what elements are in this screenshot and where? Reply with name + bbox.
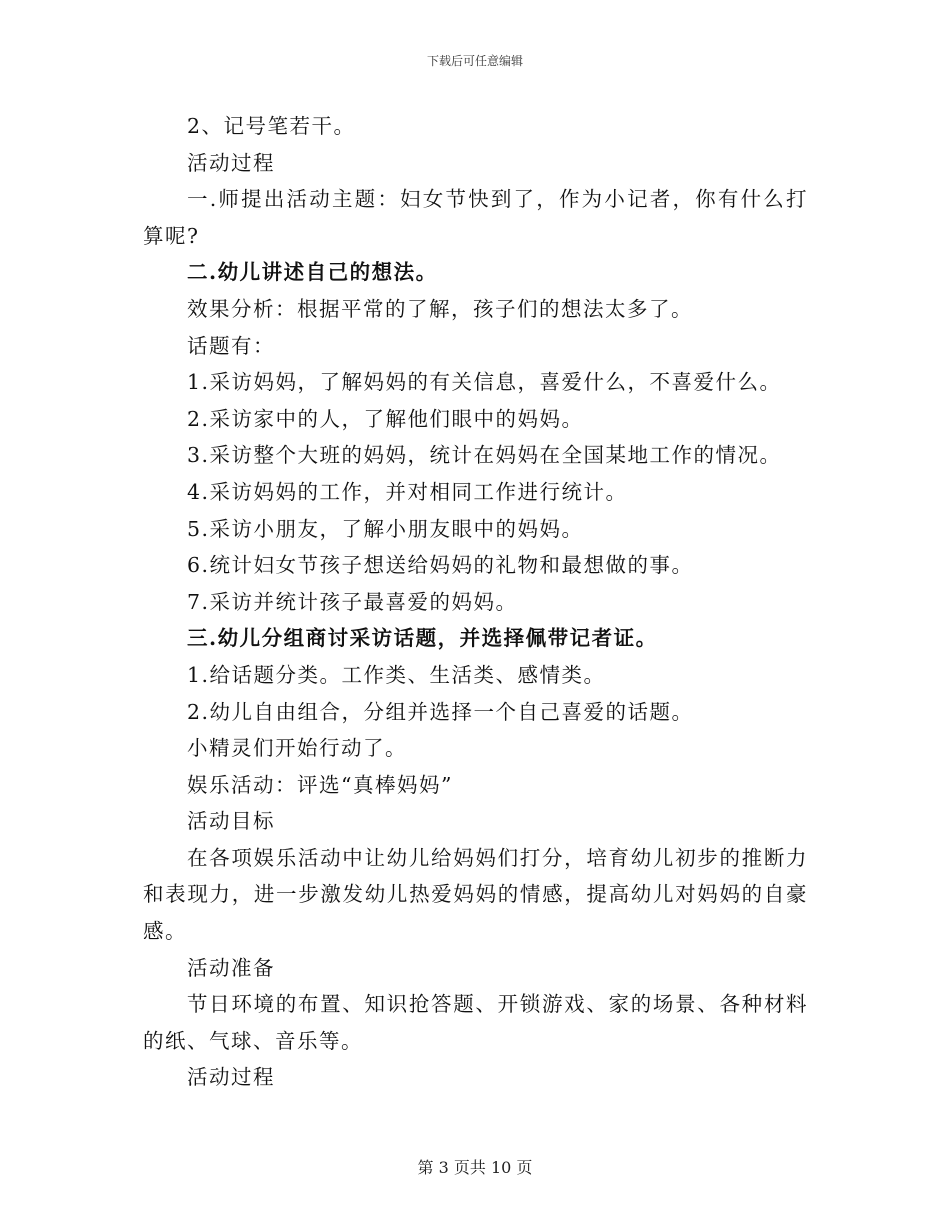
list-item-group-1: 1.给话题分类。工作类、生活类、感情类。 xyxy=(187,662,606,687)
paragraph-step-three: 三.幼儿分组商讨采访话题，并选择佩带记者证。 xyxy=(187,626,658,651)
list-item-topic-3: 3.采访整个大班的妈妈，统计在妈妈在全国某地工作的情况。 xyxy=(187,443,782,468)
list-item-topic-5: 5.采访小朋友，了解小朋友眼中的妈妈。 xyxy=(187,516,584,541)
paragraph-start-action: 小精灵们开始行动了。 xyxy=(187,736,407,761)
list-item-topic-2: 2.采访家中的人，了解他们眼中的妈妈。 xyxy=(187,406,584,431)
list-item-group-2: 2.幼儿自由组合，分组并选择一个自己喜爱的话题。 xyxy=(187,699,694,724)
paragraph-materials-2: 2、记号笔若干。 xyxy=(187,114,356,138)
heading-activity-process-2: 活动过程 xyxy=(187,1065,275,1090)
heading-activity-prep: 活动准备 xyxy=(187,955,275,980)
paragraph-goal-body: 在各项娱乐活动中让幼儿给妈妈们打分，培育幼儿初步的推断力和表现力，进一步激发幼儿热爱妈妈的情感，提高幼儿对妈妈的自豪感。 xyxy=(143,845,808,944)
list-item-topic-7: 7.采访并统计孩子最喜爱的妈妈。 xyxy=(187,589,518,614)
paragraph-step-one: 一.师提出活动主题：妇女节快到了，作为小记者，你有什么打算呢? xyxy=(143,187,808,248)
page-footer: 第 3 页共 10 页 xyxy=(417,1158,533,1177)
paragraph-step-two: 二.幼儿讲述自己的想法。 xyxy=(187,260,438,285)
page-header: 下载后可任意编辑 xyxy=(426,54,523,68)
document-body xyxy=(143,108,808,1096)
list-item-topic-1: 1.采访妈妈，了解妈妈的有关信息，喜爱什么，不喜爱什么。 xyxy=(187,370,782,395)
heading-activity-process: 活动过程 xyxy=(187,150,275,175)
heading-activity-goal: 活动目标 xyxy=(187,809,275,834)
list-item-topic-6: 6.统计妇女节孩子想送给妈妈的礼物和最想做的事。 xyxy=(187,553,694,578)
heading-entertainment: 娱乐活动：评选“真棒妈妈” xyxy=(187,772,453,797)
paragraph-effect-analysis: 效果分析：根据平常的了解，孩子们的想法太多了。 xyxy=(187,296,693,321)
list-item-topic-4: 4.采访妈妈的工作，并对相同工作进行统计。 xyxy=(187,479,628,504)
paragraph-prep-body: 节日环境的布置、知识抢答题、开锁游戏、家的场景、各种材料的纸、气球、音乐等。 xyxy=(143,992,808,1053)
paragraph-topics-intro: 话题有： xyxy=(187,333,275,358)
